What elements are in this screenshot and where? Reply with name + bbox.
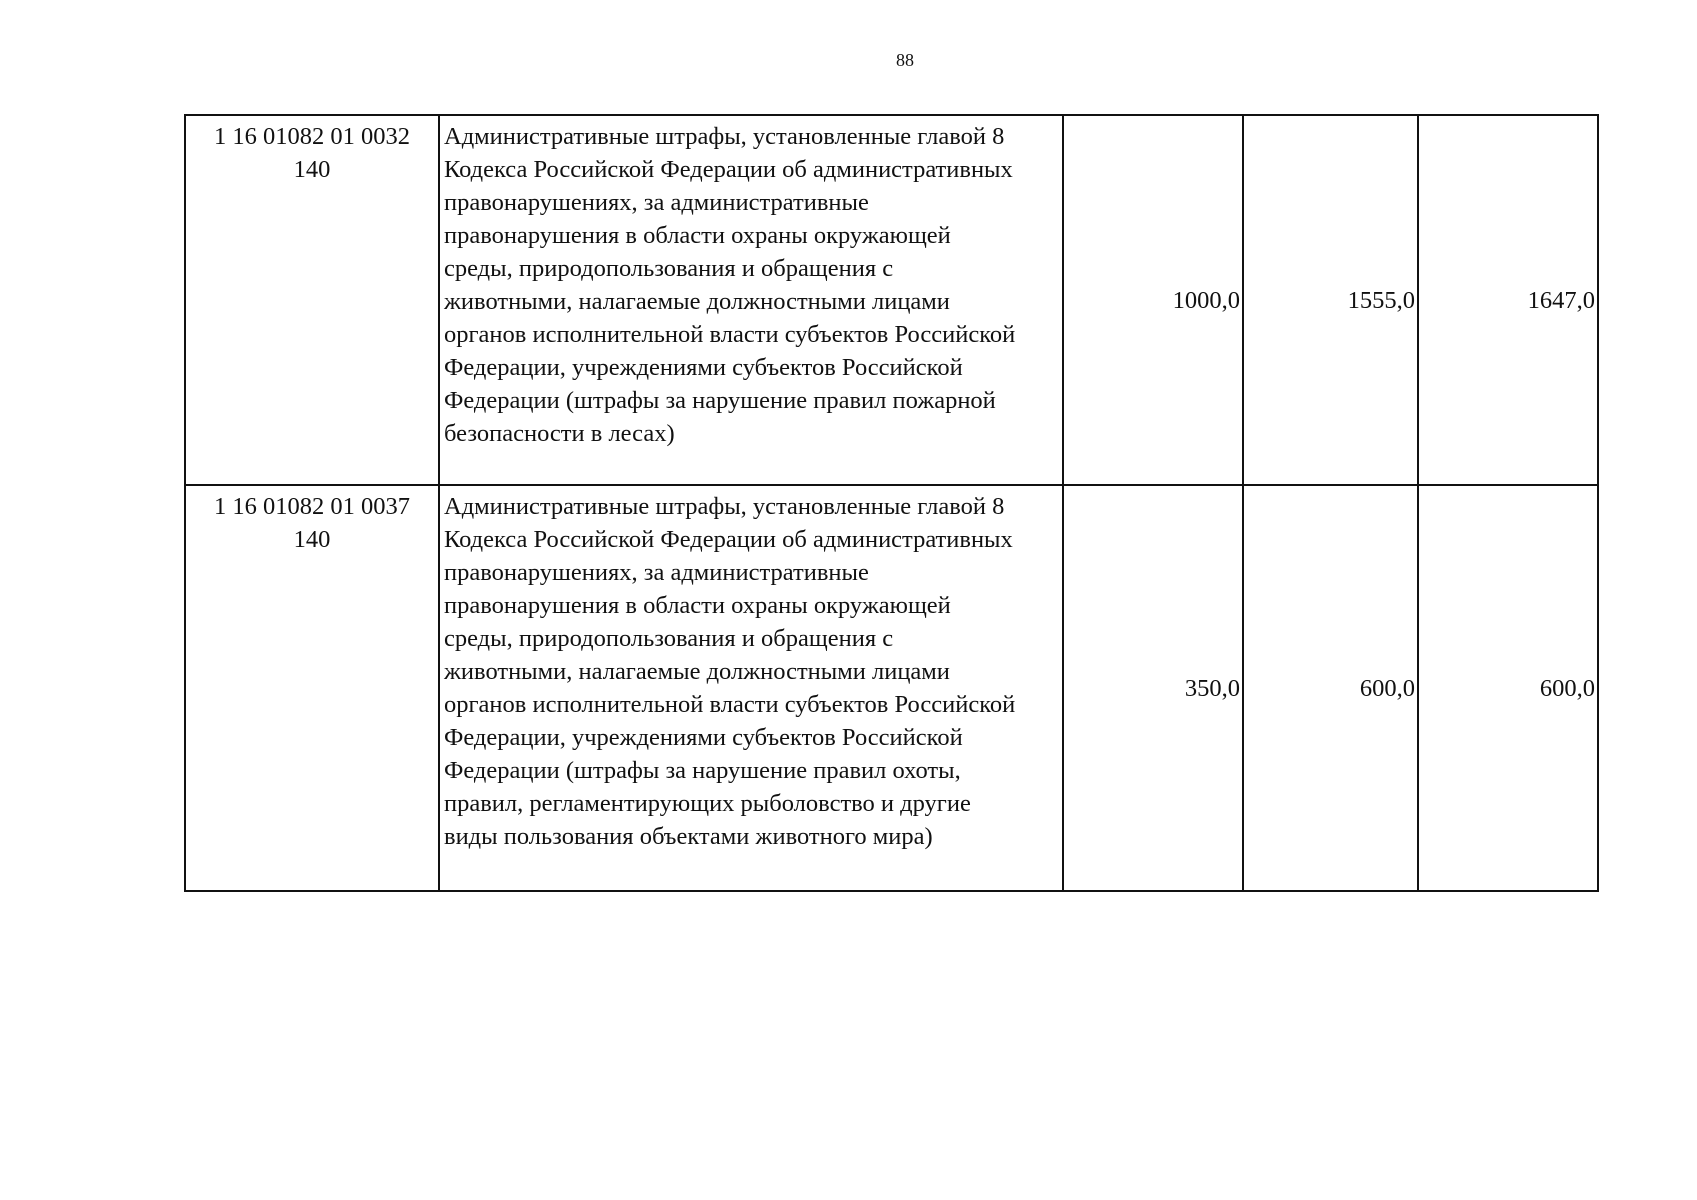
description-line: Административные штрафы, установленные главой 8 [444, 123, 1005, 150]
budget-code-line: 1 16 01082 01 0037 [214, 493, 410, 520]
description-line: органов исполнительной власти субъектов Российской [444, 691, 1016, 718]
description-line: Федерации, учреждениями субъектов Российской [444, 354, 963, 381]
description-line: Кодекса Российской Федерации об административных [444, 526, 1013, 553]
budget-table [184, 114, 1599, 892]
description-line: виды пользования объектами животного мира) [444, 823, 933, 850]
value-cell-3: 600,0 [1418, 485, 1598, 891]
budget-code-line: 140 [293, 526, 331, 553]
description-line: среды, природопользования и обращения с [444, 625, 894, 652]
description-line: Федерации (штрафы за нарушение правил пожарной [444, 387, 996, 414]
page-number: 88 [896, 50, 914, 70]
description-line: животными, налагаемые должностными лицами [444, 658, 950, 685]
value-cell-3: 1647,0 [1418, 115, 1598, 485]
description-cell [439, 115, 1063, 485]
description-line: Административные штрафы, установленные главой 8 [444, 493, 1005, 520]
budget-code-cell [185, 115, 439, 485]
description-line: животными, налагаемые должностными лицами [444, 288, 950, 315]
table-row [185, 115, 1598, 485]
description-line: среды, природопользования и обращения с [444, 255, 894, 282]
table-row [185, 485, 1598, 891]
description-line: правонарушения в области охраны окружающей [444, 222, 951, 249]
description-line: безопасности в лесах) [444, 420, 675, 447]
value-cell-1: 350,0 [1063, 485, 1243, 891]
budget-code-line: 1 16 01082 01 0032 [214, 123, 410, 150]
description-line: органов исполнительной власти субъектов Российской [444, 321, 1016, 348]
description-line: правонарушениях, за административные [444, 189, 869, 216]
description-line: правил, регламентирующих рыболовство и другие [444, 790, 971, 817]
budget-code-cell [185, 485, 439, 891]
description-line: правонарушениях, за административные [444, 559, 869, 586]
description-line: Кодекса Российской Федерации об административных [444, 156, 1013, 183]
budget-code-line: 140 [293, 156, 331, 183]
value-cell-1: 1000,0 [1063, 115, 1243, 485]
description-cell [439, 485, 1063, 891]
value-cell-2: 600,0 [1243, 485, 1418, 891]
value-cell-2: 1555,0 [1243, 115, 1418, 485]
description-line: Федерации (штрафы за нарушение правил охоты, [444, 757, 961, 784]
description-line: правонарушения в области охраны окружающей [444, 592, 951, 619]
description-line: Федерации, учреждениями субъектов Российской [444, 724, 963, 751]
